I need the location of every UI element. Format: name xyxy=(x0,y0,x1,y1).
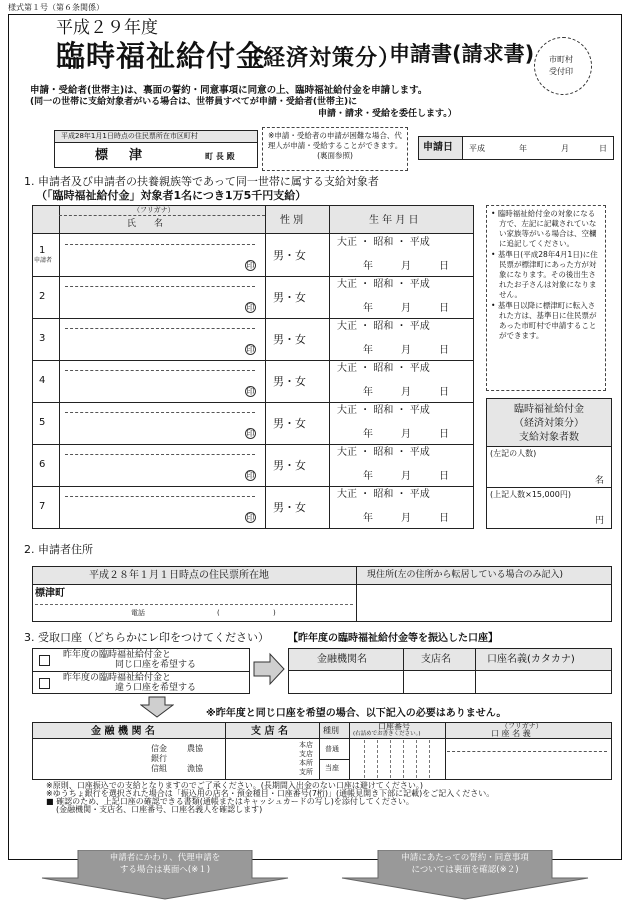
reception-stamp-label-2: 受付印 xyxy=(549,67,573,76)
seal-icon: 印 xyxy=(246,471,255,480)
address-box-label: 平成28年1月1日時点の住民票所在市区町村 xyxy=(61,132,198,140)
date-day: 日 xyxy=(599,144,607,153)
table-row xyxy=(33,360,473,402)
branch-type-honten: 本店 xyxy=(299,741,313,749)
col-holder: 口 座 名 義 xyxy=(491,729,531,738)
section3-heading: 3. 受取口座（どちらかにレ印をつけてください） xyxy=(24,631,269,644)
table-row xyxy=(33,318,473,360)
gender-options[interactable]: 男・女 xyxy=(273,459,306,472)
intro-line-3: 申請・請求・受給を委任します。） xyxy=(318,109,457,119)
row-number: 2 xyxy=(39,291,46,302)
current-address-field[interactable] xyxy=(359,587,609,619)
registered-town: 標津町 xyxy=(35,588,65,599)
account-digit-box[interactable] xyxy=(429,740,441,778)
amount-unit: 円 xyxy=(595,516,605,526)
date-era: 平成 xyxy=(469,144,485,153)
count-unit: 名 xyxy=(595,476,605,486)
col-current-address: 現住所(左の住所から転居している場合のみ記入) xyxy=(367,570,564,580)
table-row xyxy=(33,276,473,318)
branch-type-honsho: 本所 xyxy=(299,759,313,767)
account-digit-box[interactable] xyxy=(351,740,363,778)
era-options[interactable]: 大正 ・ 昭和 ・ 平成 xyxy=(337,489,430,500)
account-type-futsu: 普通 xyxy=(325,745,339,753)
gender-options[interactable]: 男・女 xyxy=(273,501,306,514)
bank-account-table xyxy=(32,722,612,780)
table-row xyxy=(33,402,473,444)
gender-options[interactable]: 男・女 xyxy=(273,333,306,346)
col-furigana-holder: （フリガナ） xyxy=(501,722,543,730)
date-month: 月 xyxy=(561,144,569,153)
bank-type-nokyo: 農協 xyxy=(187,744,203,753)
row-number: 3 xyxy=(39,333,46,344)
prev-col-branch: 支店名 xyxy=(421,654,451,665)
name-field[interactable] xyxy=(63,276,233,316)
account-digit-box[interactable] xyxy=(390,740,402,778)
col-kind: 種別 xyxy=(323,726,339,735)
different-account-line-1: 昨年度の臨時福祉給付金と xyxy=(63,673,172,683)
name-field[interactable] xyxy=(63,486,233,526)
era-options[interactable]: 大正 ・ 昭和 ・ 平成 xyxy=(337,321,430,332)
form-number: 様式第１号（第６条関係） xyxy=(8,3,104,12)
side-notes-box xyxy=(486,205,606,391)
right-arrow-line-2: については裏面を確認(※２) xyxy=(411,865,519,875)
era-options[interactable]: 大正 ・ 昭和 ・ 平成 xyxy=(337,447,430,458)
gender-options[interactable]: 男・女 xyxy=(273,249,306,262)
bank-type-gyokyo: 漁協 xyxy=(187,764,203,773)
name-field[interactable] xyxy=(63,444,233,484)
addressee-suffix: 町 長 殿 xyxy=(205,152,235,161)
summary-title-2: （経済対策分） xyxy=(514,418,584,429)
right-arrow-icon xyxy=(252,652,286,686)
summary-title-1: 臨時福祉給付金 xyxy=(514,404,584,415)
proxy-note-box xyxy=(262,127,408,171)
dob-year-unit: 年 xyxy=(363,303,373,314)
applicant-label: 申請者 xyxy=(34,257,53,264)
municipality-name: 標 津 xyxy=(95,148,147,163)
col-dob: 生 年 月 日 xyxy=(369,215,419,226)
dob-month-unit: 月 xyxy=(401,387,411,398)
count-label: (左記の人数) xyxy=(490,449,537,458)
dob-month-unit: 月 xyxy=(401,429,411,440)
beneficiary-table xyxy=(32,205,474,529)
dob-day-unit: 日 xyxy=(439,387,449,398)
note-line-4: (金融機関・支店名、口座番号、口座名義人を確認します) xyxy=(56,805,263,814)
address-table xyxy=(32,566,612,622)
dob-year-unit: 年 xyxy=(363,261,373,272)
prev-account-table xyxy=(288,648,612,694)
era-options[interactable]: 大正 ・ 昭和 ・ 平成 xyxy=(337,237,430,248)
fiscal-year: 平成２９年度 xyxy=(56,18,158,38)
section2-heading: 2. 申請者住所 xyxy=(24,543,93,556)
table-row xyxy=(33,486,473,528)
dob-year-unit: 年 xyxy=(363,471,373,482)
col-bank: 金 融 機 関 名 xyxy=(91,726,155,737)
dob-day-unit: 日 xyxy=(439,513,449,524)
dob-year-unit: 年 xyxy=(363,513,373,524)
right-arrow-line-1: 申請にあたっての誓約・同意事項 xyxy=(401,853,529,863)
dob-day-unit: 日 xyxy=(439,345,449,356)
dob-year-unit: 年 xyxy=(363,345,373,356)
gender-options[interactable]: 男・女 xyxy=(273,375,306,388)
prev-col-bank: 金融機関名 xyxy=(317,654,367,665)
phone-paren-open: ( xyxy=(217,609,220,617)
phone-paren-close: ) xyxy=(273,609,276,617)
branch-name-field[interactable] xyxy=(229,743,295,775)
bank-type-ginko: 銀行 xyxy=(151,754,167,763)
era-options[interactable]: 大正 ・ 昭和 ・ 平成 xyxy=(337,279,430,290)
intro-line-1: 申請・受給者(世帯主)は、裏面の誓約・同意事項に同意の上、臨時福祉給付金を申請します。 xyxy=(30,85,428,96)
title-kind: 申請書(請求書) xyxy=(389,42,535,66)
name-field[interactable] xyxy=(63,402,233,442)
row-number: 5 xyxy=(39,417,46,428)
side-note-3: • 基準日以降に標津町に転入された方は、基準日に住民票があった市町村で申請することができます。 xyxy=(491,301,597,340)
note-line-1: ※原則、口座振込での支給となりますのでご了承ください。(長期間入出金のない口座は避けてください。) xyxy=(46,781,423,790)
prev-col-holder: 口座名義(カタカナ) xyxy=(487,654,575,665)
title-sub: （経済対策分） xyxy=(240,46,402,71)
section3-notes xyxy=(46,782,494,814)
side-note-1: • 臨時福祉給付金の対象になる方で、左記に記載されていない家族等がいる場合は、空欄に追記してください。 xyxy=(491,209,597,248)
col-number: 口座番号 xyxy=(378,722,410,731)
bank-type-shinkin: 信金 xyxy=(151,744,167,753)
application-date-label: 申請日 xyxy=(419,137,463,159)
table-row xyxy=(33,234,473,276)
different-account-checkbox[interactable] xyxy=(39,678,50,689)
section1-heading: 1. 申請者及び申請者の扶養親族等であって同一世帯に属する支給対象者 xyxy=(24,175,379,188)
left-arrow-line-2: する場合は裏面へ(※１) xyxy=(119,865,211,875)
row-number: 6 xyxy=(39,459,46,470)
name-field[interactable] xyxy=(63,318,233,358)
account-digit-box[interactable] xyxy=(377,740,389,778)
proxy-note-text: ※申請・受給者の申請が困難な場合、代理人が申請・受給することができます。(裏面参照) xyxy=(267,131,403,160)
account-digit-box[interactable] xyxy=(403,740,415,778)
no-need-note: ※昨年度と同じ口座を希望の場合、以下記入の必要はありません。 xyxy=(206,708,507,719)
phone-label: 電話 xyxy=(131,609,145,617)
summary-box xyxy=(486,398,612,529)
dob-month-unit: 月 xyxy=(401,345,411,356)
col-furigana: （フリガナ） xyxy=(133,206,175,214)
registered-address-field[interactable] xyxy=(63,587,353,603)
account-holder-field[interactable] xyxy=(447,753,609,777)
seal-icon: 印 xyxy=(246,513,255,522)
down-arrow-icon xyxy=(140,696,174,718)
account-option-box xyxy=(32,648,250,694)
dob-day-unit: 日 xyxy=(439,303,449,314)
era-options[interactable]: 大正 ・ 昭和 ・ 平成 xyxy=(337,405,430,416)
reception-stamp-label-1: 市町村 xyxy=(549,55,573,64)
bank-name-field[interactable] xyxy=(37,743,147,775)
side-note-1-text: 臨時福祉給付金の対象になる方で、左記に記載されていない家族等がいる場合は、空欄に追記してください。 xyxy=(497,209,597,248)
application-date-box xyxy=(418,136,614,160)
seal-icon: 印 xyxy=(246,261,255,270)
note-line-2: ※ゆうちょ銀行を選択された場合は「振込用の店名・預金種目・口座番号(7桁)」(通帳見開き下部に記載)をご記入ください。 xyxy=(46,789,495,798)
row-number: 1 xyxy=(39,245,46,256)
col-number-note: (右詰めでお書きください。) xyxy=(353,731,421,737)
dob-day-unit: 日 xyxy=(439,261,449,272)
summary-title-3: 支給対象者数 xyxy=(519,432,579,443)
dob-year-unit: 年 xyxy=(363,429,373,440)
gender-options[interactable]: 男・女 xyxy=(273,291,306,304)
name-field[interactable] xyxy=(63,234,233,274)
account-digit-box[interactable] xyxy=(416,740,428,778)
account-digit-box[interactable] xyxy=(364,740,376,778)
seal-icon: 印 xyxy=(246,345,255,354)
row-number: 7 xyxy=(39,501,46,512)
name-field[interactable] xyxy=(63,360,233,400)
side-note-2-text: 基準日(平成28年4月1日)に住民票が標津町にあった方が対象になります。その後出生されたお子さんは対象になりません。 xyxy=(497,250,598,299)
dob-year-unit: 年 xyxy=(363,387,373,398)
seal-icon: 印 xyxy=(246,429,255,438)
same-account-line-2: 同じ口座を希望する xyxy=(115,660,197,670)
col-name: 氏 名 xyxy=(127,219,164,229)
date-year: 年 xyxy=(519,144,527,153)
different-account-line-2: 違う口座を希望する xyxy=(115,683,197,693)
section1-subheading: （「臨時福祉給付金」対象者1名につき1万5千円支給） xyxy=(36,189,307,202)
dob-month-unit: 月 xyxy=(401,261,411,272)
dob-month-unit: 月 xyxy=(401,303,411,314)
era-options[interactable]: 大正 ・ 昭和 ・ 平成 xyxy=(337,363,430,374)
col-branch: 支 店 名 xyxy=(251,726,288,737)
bank-type-shinkumi: 信組 xyxy=(151,764,167,773)
seal-icon: 印 xyxy=(246,387,255,396)
reception-stamp-circle xyxy=(534,37,592,95)
seal-icon: 印 xyxy=(246,303,255,312)
gender-options[interactable]: 男・女 xyxy=(273,417,306,430)
dob-month-unit: 月 xyxy=(401,471,411,482)
branch-type-shisho: 支所 xyxy=(299,768,313,776)
amount-label: (上記人数×15,000円) xyxy=(490,490,571,499)
prev-account-title: 【昨年度の臨時福祉給付金等を振込した口座】 xyxy=(288,633,498,644)
same-account-checkbox[interactable] xyxy=(39,655,50,666)
col-gender: 性 別 xyxy=(280,215,304,226)
row-number: 4 xyxy=(39,375,46,386)
table-row xyxy=(33,444,473,486)
intro-line-2: (同一の世帯に支給対象者がいる場合は、世帯員すべてが申請・受給者(世帯主)に xyxy=(30,97,358,107)
branch-type-shiten: 支店 xyxy=(299,750,313,758)
col-registered-address: 平成２８年１月１日時点の住民票所在地 xyxy=(89,570,269,581)
note-line-3: ■ 確認のため、上記口座の確認できる書類(通帳またはキャッシュカードの写し)を添付してください。 xyxy=(46,797,414,806)
account-type-toza: 当座 xyxy=(325,764,339,772)
title-main: 臨時福祉給付金 xyxy=(56,39,267,73)
left-arrow-line-1: 申請者にかわり、代理申請を xyxy=(109,853,221,863)
same-account-line-1: 昨年度の臨時福祉給付金と xyxy=(63,650,172,660)
dob-month-unit: 月 xyxy=(401,513,411,524)
dob-day-unit: 日 xyxy=(439,429,449,440)
address-box xyxy=(54,130,258,168)
side-note-3-text: 基準日以降に標津町に転入された方は、基準日に住民票があった市町村で申請することができます。 xyxy=(497,301,597,340)
dob-day-unit: 日 xyxy=(439,471,449,482)
side-note-2: • 基準日(平成28年4月1日)に住民票が標津町にあった方が対象になります。その後出生されたお子さんは対象になりません。 xyxy=(491,250,598,299)
